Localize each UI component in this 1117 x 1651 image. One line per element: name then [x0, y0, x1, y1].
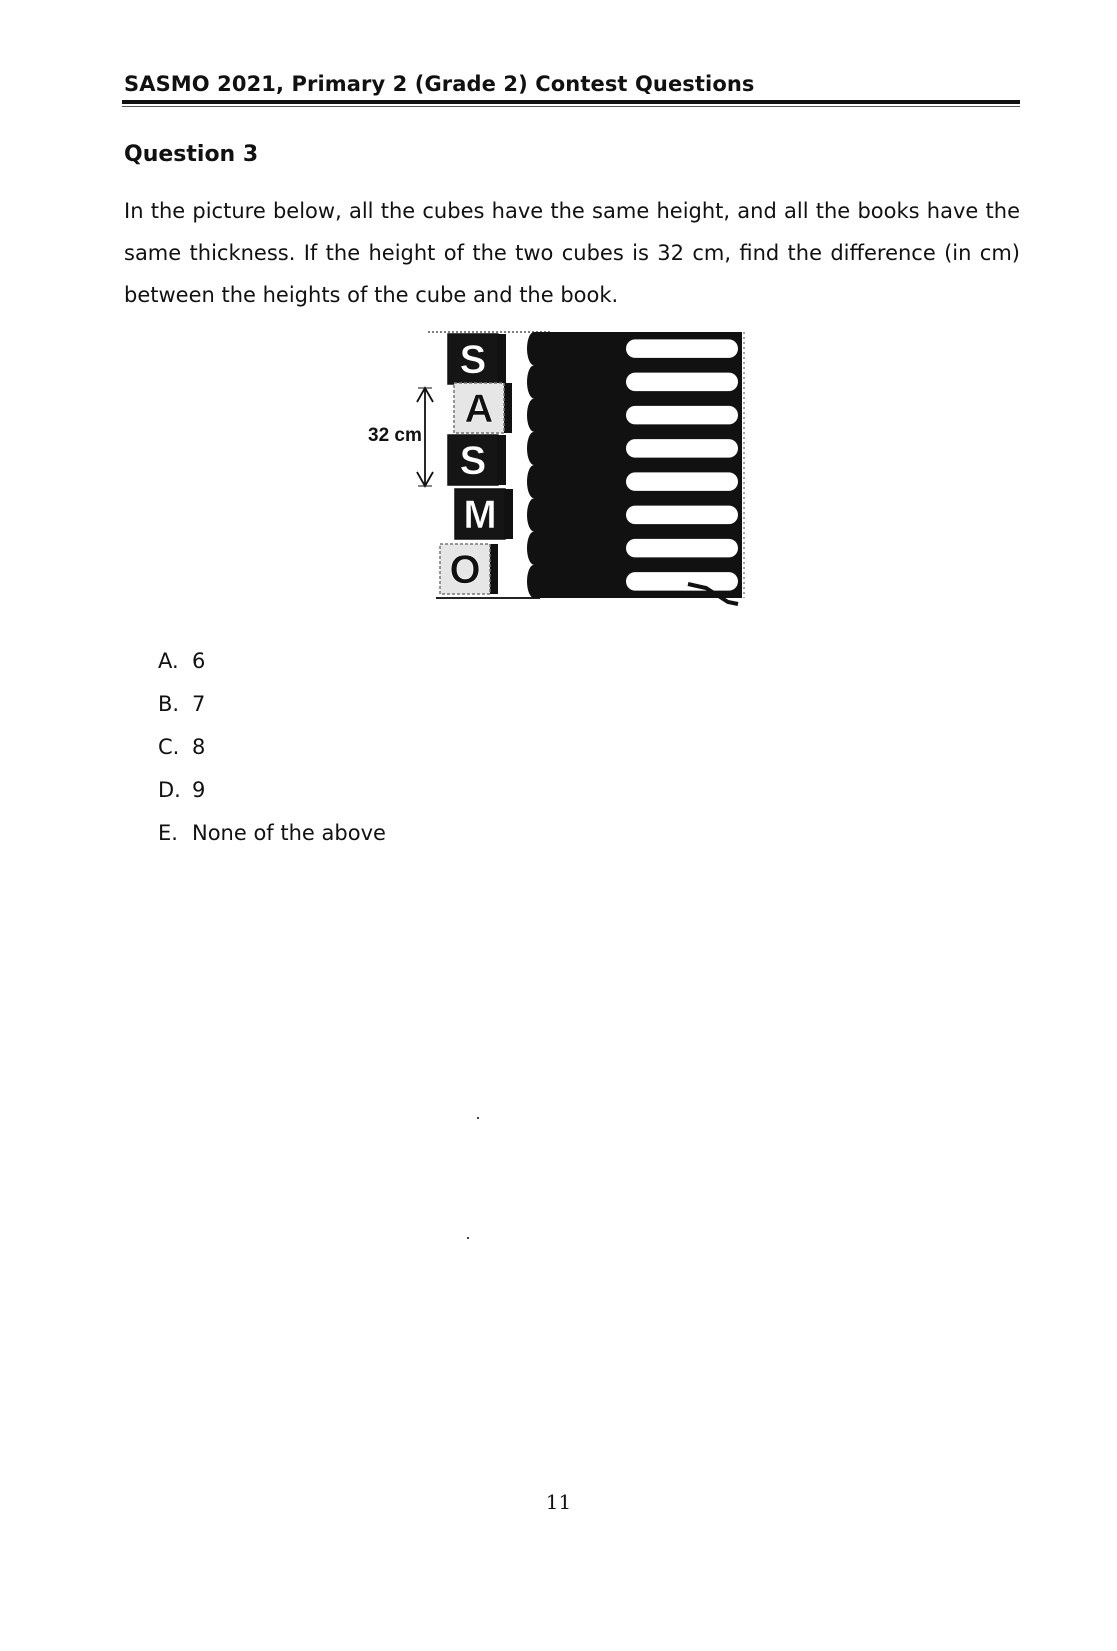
book-pages: [626, 539, 738, 558]
option-letter: D.: [158, 778, 181, 802]
question-text: In the picture below, all the cubes have the same height, and all the books have the same thickness. If the height of the two cubes is 32 cm, find the difference (in cm) between the heights of the cube and the book.: [124, 199, 1020, 307]
books-body: [534, 332, 742, 598]
scan-speck: [477, 1117, 479, 1119]
book-pages: [626, 406, 738, 425]
cube-stack: [440, 334, 513, 594]
book-pages: [626, 572, 738, 591]
book-spine: [527, 565, 541, 598]
option-letter: C.: [158, 735, 180, 759]
option-e: [158, 812, 386, 855]
page-number: 11: [545, 1490, 572, 1514]
question-title: Question 3: [124, 142, 259, 167]
cube-letter: A: [464, 387, 494, 431]
option-text: 9: [192, 778, 206, 802]
option-text: 6: [192, 649, 206, 673]
book-spine: [527, 365, 541, 398]
cube-2: [454, 383, 512, 433]
book-spine: [527, 532, 541, 565]
book-pages: [626, 373, 738, 392]
option-text: 8: [192, 735, 206, 759]
book-pages: [626, 472, 738, 491]
header-rule: [122, 100, 1020, 104]
cube-letter: S: [459, 439, 487, 483]
book-spine: [527, 465, 541, 498]
cube-5: [440, 544, 498, 594]
answer-options: [158, 640, 386, 855]
cube-4: [455, 489, 513, 539]
cube-3: [448, 435, 506, 485]
cube-letter: O: [449, 548, 481, 592]
option-letter: A.: [158, 649, 179, 673]
option-a: [158, 640, 386, 683]
cube-letter: M: [463, 493, 497, 537]
page-header-title: SASMO 2021, Primary 2 (Grade 2) Contest Questions: [124, 72, 755, 96]
book-pages: [626, 506, 738, 525]
option-letter: B.: [158, 692, 180, 716]
book-spine: [527, 399, 541, 432]
header-rule-thin: [122, 106, 1020, 107]
option-c: [158, 726, 386, 769]
book-spine: [527, 498, 541, 531]
cube-1: [448, 334, 506, 384]
measure-label: 32 cm: [368, 425, 422, 446]
book-pages: [626, 439, 738, 458]
option-text: None of the above: [192, 821, 386, 845]
option-b: [158, 683, 386, 726]
cubes-and-books-figure: [350, 326, 790, 616]
option-text: 7: [192, 692, 206, 716]
book-spine: [527, 432, 541, 465]
book-pages: [626, 339, 738, 358]
option-letter: E.: [158, 821, 178, 845]
book-spine: [527, 332, 541, 365]
option-d: [158, 769, 386, 812]
scan-speck: [467, 1237, 469, 1239]
book-stack: [527, 332, 744, 598]
cube-letter: S: [459, 338, 487, 382]
